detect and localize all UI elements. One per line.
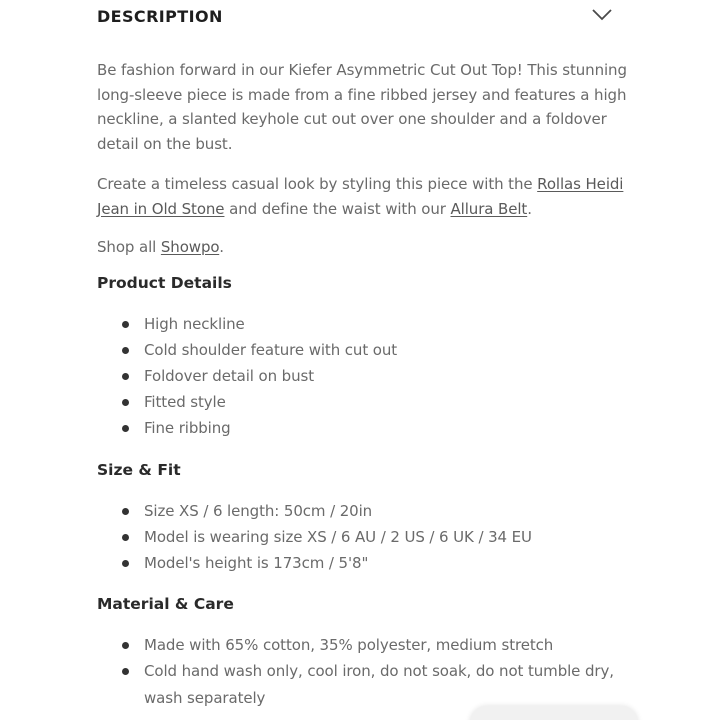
list-item bbox=[97, 550, 627, 576]
intro-paragraph: Be fashion forward in our Kiefer Asymmetric Cut Out Top! This stunning long-sleeve piece is made from a fine ribbed jersey and features a high neckline, a slanted keyhole cut out over one shoulder and a foldover detail on the bust. bbox=[97, 61, 627, 153]
shop-all-text-after: . bbox=[219, 238, 224, 256]
chevron-down-icon[interactable] bbox=[591, 6, 613, 22]
list-item bbox=[97, 337, 627, 363]
bullet-icon bbox=[122, 399, 129, 406]
list-item bbox=[97, 498, 627, 524]
size-fit-list bbox=[97, 498, 627, 577]
list-item-text: Fitted style bbox=[144, 393, 226, 412]
allura-belt-link[interactable]: Allura Belt bbox=[450, 199, 528, 218]
shop-all-paragraph bbox=[97, 235, 627, 260]
bullet-icon bbox=[122, 534, 129, 541]
size-fit-heading: Size & Fit bbox=[97, 460, 181, 479]
shop-all-text: Shop all bbox=[97, 238, 161, 256]
list-item-text: High neckline bbox=[144, 314, 245, 333]
list-item bbox=[97, 363, 627, 389]
styling-text-after: . bbox=[527, 199, 532, 218]
list-item-text: Size XS / 6 length: 50cm / 20in bbox=[144, 501, 373, 520]
bullet-icon bbox=[122, 425, 129, 432]
product-details-heading: Product Details bbox=[97, 273, 232, 292]
list-item bbox=[97, 311, 627, 337]
bullet-icon bbox=[122, 560, 129, 567]
list-item-text: Cold hand wash only, cool iron, do not soak, do not tumble dry, wash separately bbox=[144, 662, 614, 707]
list-item-text: Made with 65% cotton, 35% polyester, medium stretch bbox=[144, 636, 554, 655]
list-item bbox=[97, 415, 627, 441]
bullet-icon bbox=[122, 642, 129, 649]
list-item bbox=[97, 524, 627, 550]
list-item-text: Foldover detail on bust bbox=[144, 366, 314, 385]
section-title: DESCRIPTION bbox=[97, 7, 223, 26]
product-details-section bbox=[97, 272, 627, 442]
bullet-icon bbox=[122, 508, 129, 515]
styling-paragraph bbox=[97, 172, 627, 221]
list-item bbox=[97, 632, 627, 658]
rollas-heidi-jean-link[interactable]: Rollas Heidi Jean in Old Stone bbox=[97, 175, 624, 218]
bullet-icon bbox=[122, 668, 129, 675]
list-item-text: Cold shoulder feature with cut out bbox=[144, 340, 398, 359]
size-fit-section bbox=[97, 459, 627, 577]
material-care-list bbox=[97, 632, 627, 711]
description-content bbox=[97, 58, 627, 720]
description-accordion-header[interactable] bbox=[97, 6, 617, 28]
material-care-section bbox=[97, 593, 627, 711]
product-details-list bbox=[97, 311, 627, 442]
list-item-text: Model's height is 173cm / 5'8" bbox=[144, 553, 369, 572]
list-item bbox=[97, 389, 627, 415]
showpo-link[interactable]: Showpo bbox=[160, 238, 220, 256]
bullet-icon bbox=[122, 373, 129, 380]
list-item bbox=[97, 658, 627, 710]
styling-text-middle: and define the waist with our bbox=[224, 199, 451, 218]
chat-widget-button[interactable] bbox=[470, 706, 638, 720]
bullet-icon bbox=[122, 321, 129, 328]
bullet-icon bbox=[122, 347, 129, 354]
material-care-heading: Material & Care bbox=[97, 595, 234, 614]
list-item-text: Fine ribbing bbox=[144, 419, 231, 438]
list-item-text: Model is wearing size XS / 6 AU / 2 US / 6 UK / 34 EU bbox=[144, 527, 532, 546]
styling-text-before: Create a timeless casual look by styling this piece with the bbox=[97, 175, 538, 193]
